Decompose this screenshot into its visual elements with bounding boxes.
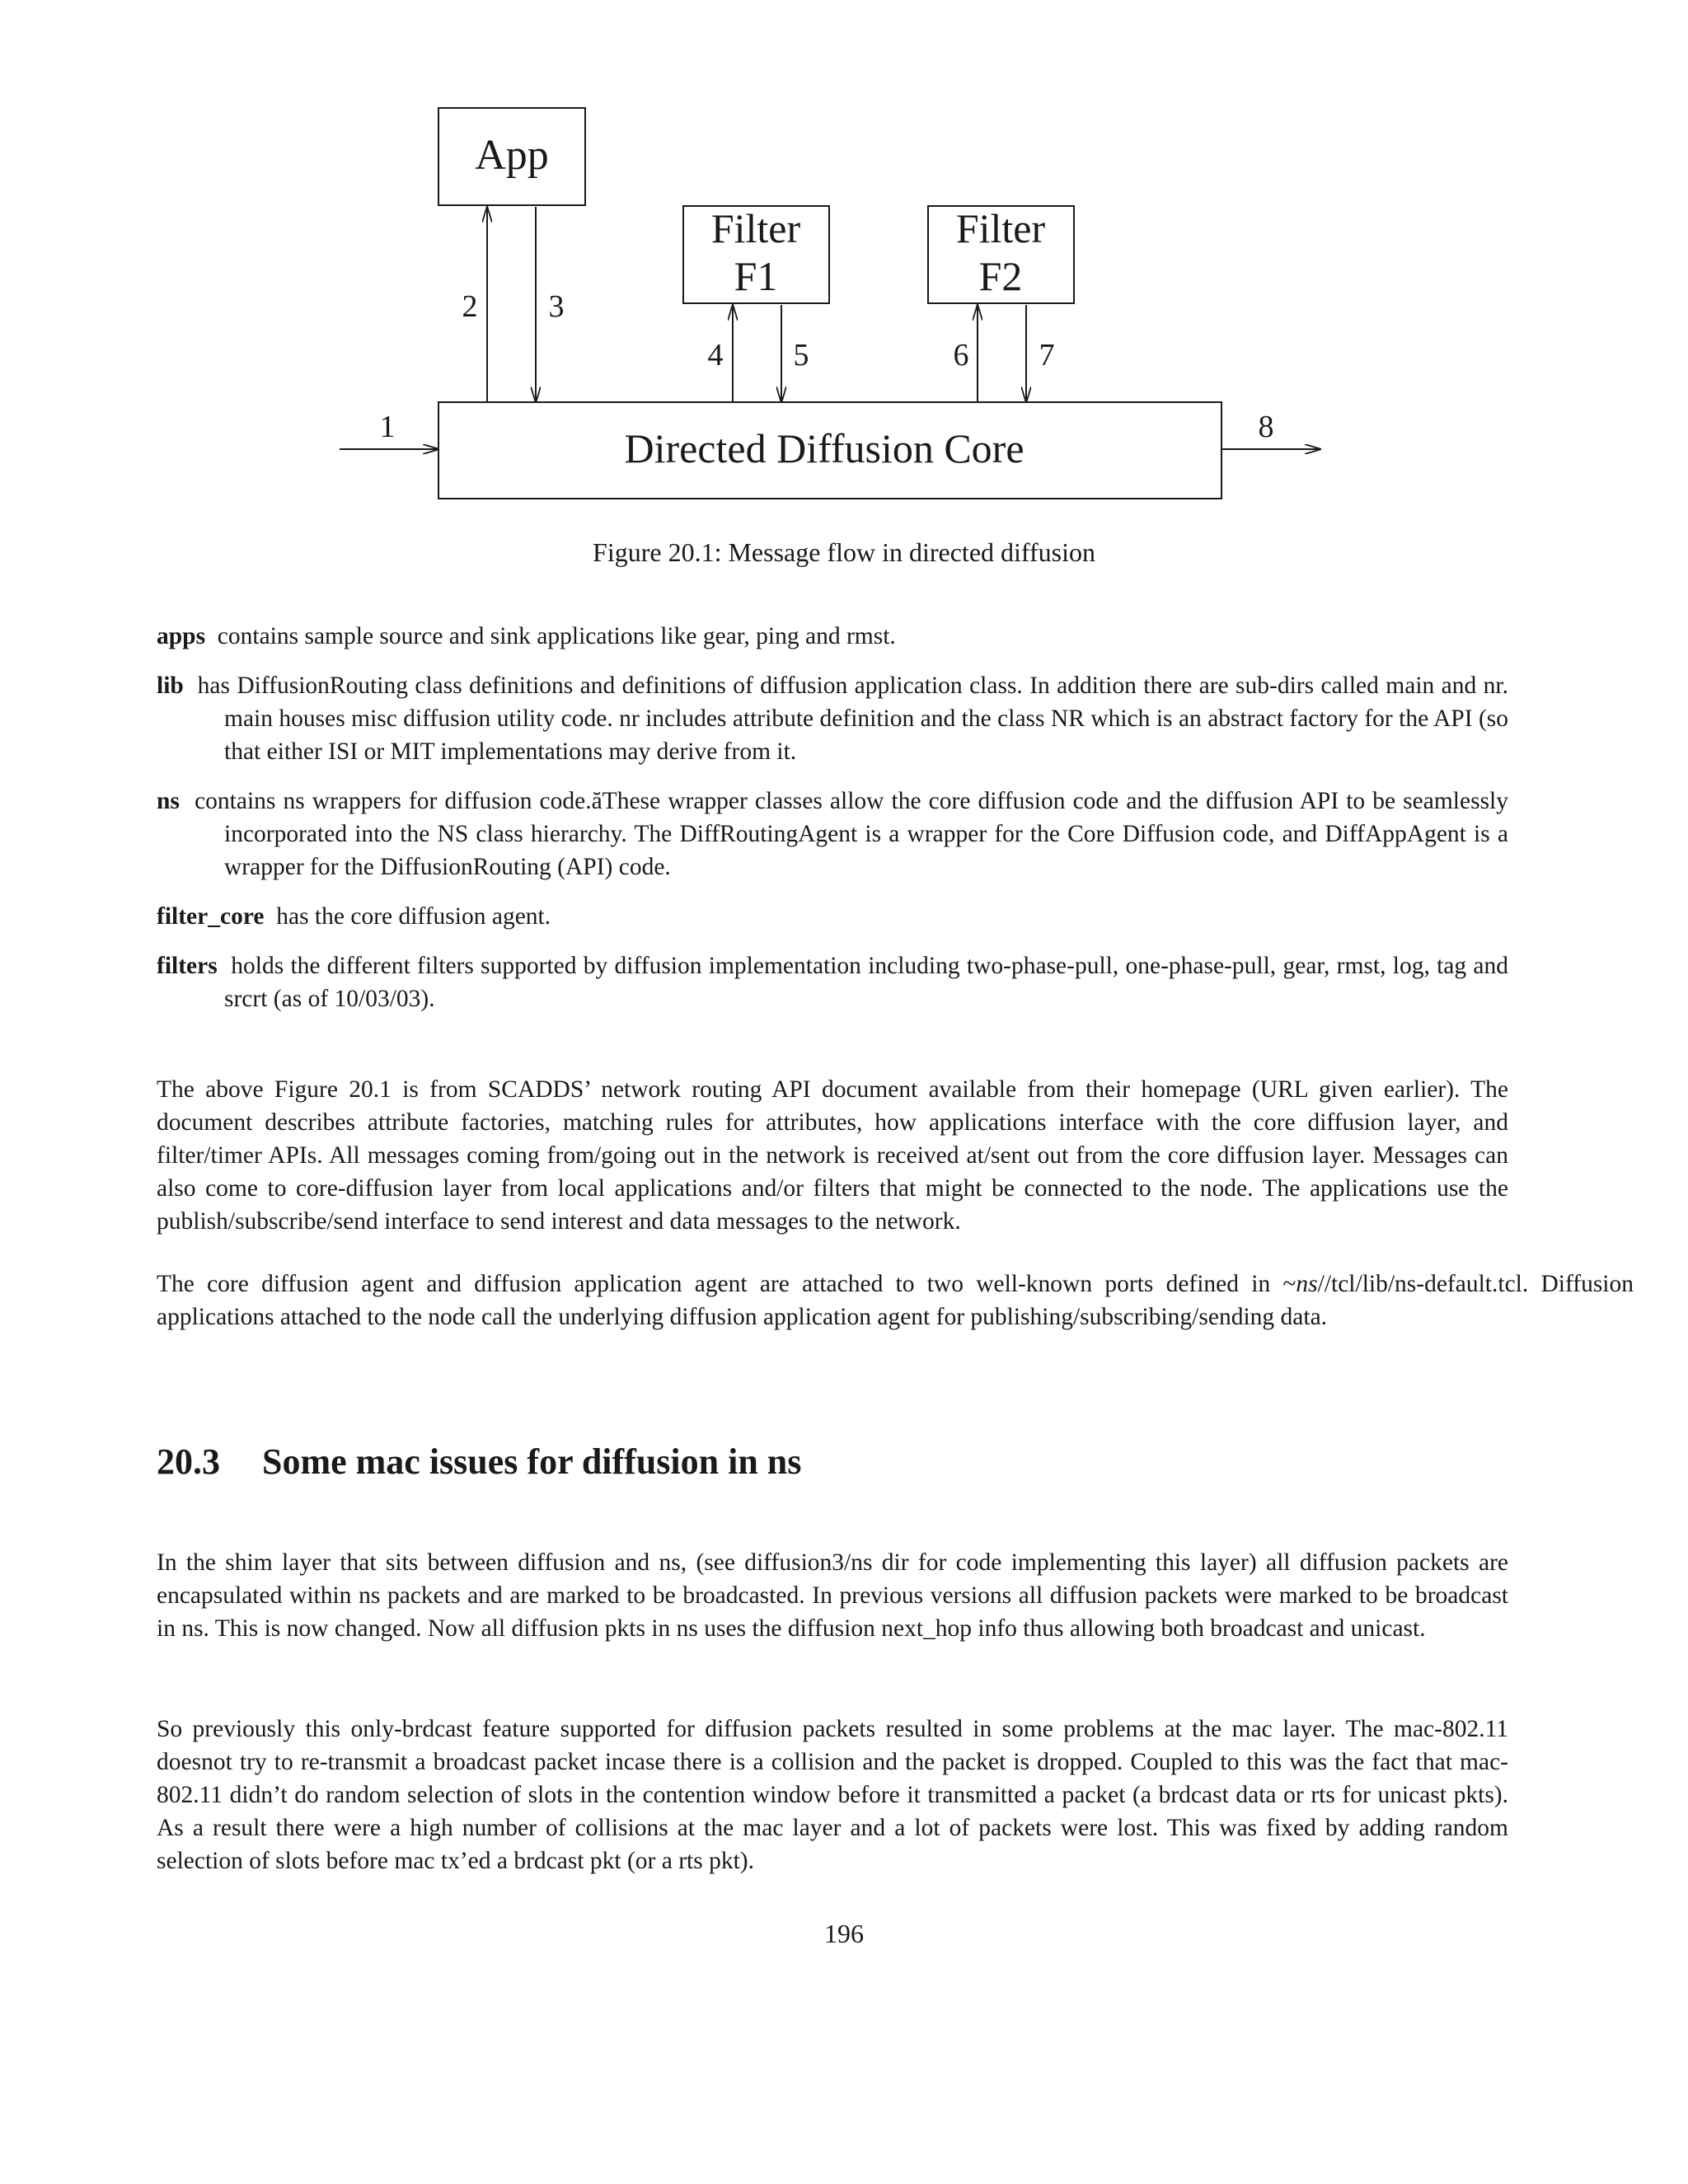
definition-item-filters xyxy=(157,949,1508,1015)
filter-f2-label-line1: Filter xyxy=(955,205,1046,251)
app-label: App xyxy=(475,132,549,179)
definition-text: holds the different filters supported by diffusion implementation including two-phase-pull, one-phase-pull, gear, rmst, log, tag and srcrt (as of 10/03/03). xyxy=(224,953,1508,1012)
arrow-label-8: 8 xyxy=(1258,410,1274,444)
figure-caption: Figure 20.1: Message flow in directed diffusion xyxy=(593,537,1095,567)
arrow-label-3: 3 xyxy=(548,289,565,324)
arrow-label-5: 5 xyxy=(793,338,809,373)
definition-item-filter-core xyxy=(157,900,1508,933)
arrow-label-4: 4 xyxy=(707,338,724,373)
core-label: Directed Diffusion Core xyxy=(624,425,1025,471)
definition-list xyxy=(157,620,1508,1032)
arrow-label-6: 6 xyxy=(953,338,969,373)
definition-text: contains ns wrappers for diffusion code.ăThese wrapper classes allow the core diffusion code and the diffusion API to be seamlessly incorporated into the NS class hierarchy. The DiffRoutingAgent is a wrapper for the Core Diffusion code, and DiffAppAgent is a wrapper for the DiffusionRouting (API) code. xyxy=(195,788,1508,880)
paragraph-mac-issues: So previously this only-brdcast feature supported for diffusion packets resulted in some problems at the mac layer. The mac-802.11 doesnot try to re-transmit a broadcast packet incase there is a collision and the packet is dropped. Coupled to this was the fact that mac-802.11 didn’t do random selection of slots in the contention window before it transmitted a packet (a brdcast data or rts for unicast pkts). As a result there were a high number of collisions at the mac layer and a lot of packets were lost. This was fixed by adding random selection of slots before mac tx’ed a brdcast pkt (or a rts pkt). xyxy=(157,1716,1508,1874)
paragraph-shim-layer: In the shim layer that sits between diffusion and ns, (see diffusion3/ns dir for code implementing this layer) all diffusion packets are encapsulated within ns packets and are marked to be broadcasted. In previous versions all diffusion packets were marked to be broadcast in ns. This is now changed. Now all diffusion pkts in ns uses the diffusion next_hop info thus allowing both broadcast and unicast. xyxy=(157,1549,1508,1642)
definition-item-apps xyxy=(157,620,1508,653)
paragraph-ports-after: //tcl/lib/ns-default.tcl. Diffusion applications attached to the node call the underlying diffusion application agent for publishing/subscribing/sending data. xyxy=(157,1271,1634,1330)
definition-term: filter_core xyxy=(157,903,265,930)
arrow-label-1: 1 xyxy=(379,410,396,444)
filter-f1-label-line1: Filter xyxy=(710,205,801,251)
section-title: Some mac issues for diffusion in ns xyxy=(262,1441,802,1482)
definition-term: lib xyxy=(157,673,184,699)
paragraph-ports xyxy=(157,1268,1634,1333)
definition-text: has DiffusionRouting class definitions and definitions of diffusion application class. In addition there are sub-dirs called main and nr. main houses misc diffusion utility code. nr includes attribute definition and the class NR which is an abstract factory for the API (so that either ISI or MIT implementations may derive from it. xyxy=(197,673,1509,765)
definition-term: apps xyxy=(157,623,206,649)
definition-term: ns xyxy=(157,788,180,814)
filter-f2-label-line2: F2 xyxy=(978,253,1023,299)
paragraph-ports-italic: ns xyxy=(1296,1271,1318,1297)
message-flow-diagram xyxy=(0,0,1688,527)
arrow-label-2: 2 xyxy=(462,289,478,324)
section-number: 20.3 xyxy=(157,1441,220,1482)
definition-item-lib xyxy=(157,669,1508,768)
arrow-label-7: 7 xyxy=(1039,338,1055,373)
definition-item-ns xyxy=(157,785,1508,883)
paragraph-figure-source: The above Figure 20.1 is from SCADDS’ network routing API document available from their homepage (URL given earlier). The document describes attribute factories, matching rules for attributes, how applications interface with the core diffusion layer, and filter/timer APIs. All messages coming from/going out in the network is received at/sent out from the core diffusion layer. Messages can also come to core-diffusion layer from local applications and/or filters that might be connected to the node. The applications use the publish/subscribe/send interface to send interest and data messages to the network. xyxy=(157,1076,1508,1235)
definition-text: contains sample source and sink applications like gear, ping and rmst. xyxy=(217,623,896,649)
paragraph-ports-before: The core diffusion agent and diffusion application agent are attached to two well-known ports defined in ~ xyxy=(157,1271,1296,1297)
definition-term: filters xyxy=(157,953,218,979)
section-heading xyxy=(157,1441,801,1483)
page-number: 196 xyxy=(824,1919,864,1948)
filter-f1-label-line2: F1 xyxy=(734,253,778,299)
definition-text: has the core diffusion agent. xyxy=(276,903,551,930)
